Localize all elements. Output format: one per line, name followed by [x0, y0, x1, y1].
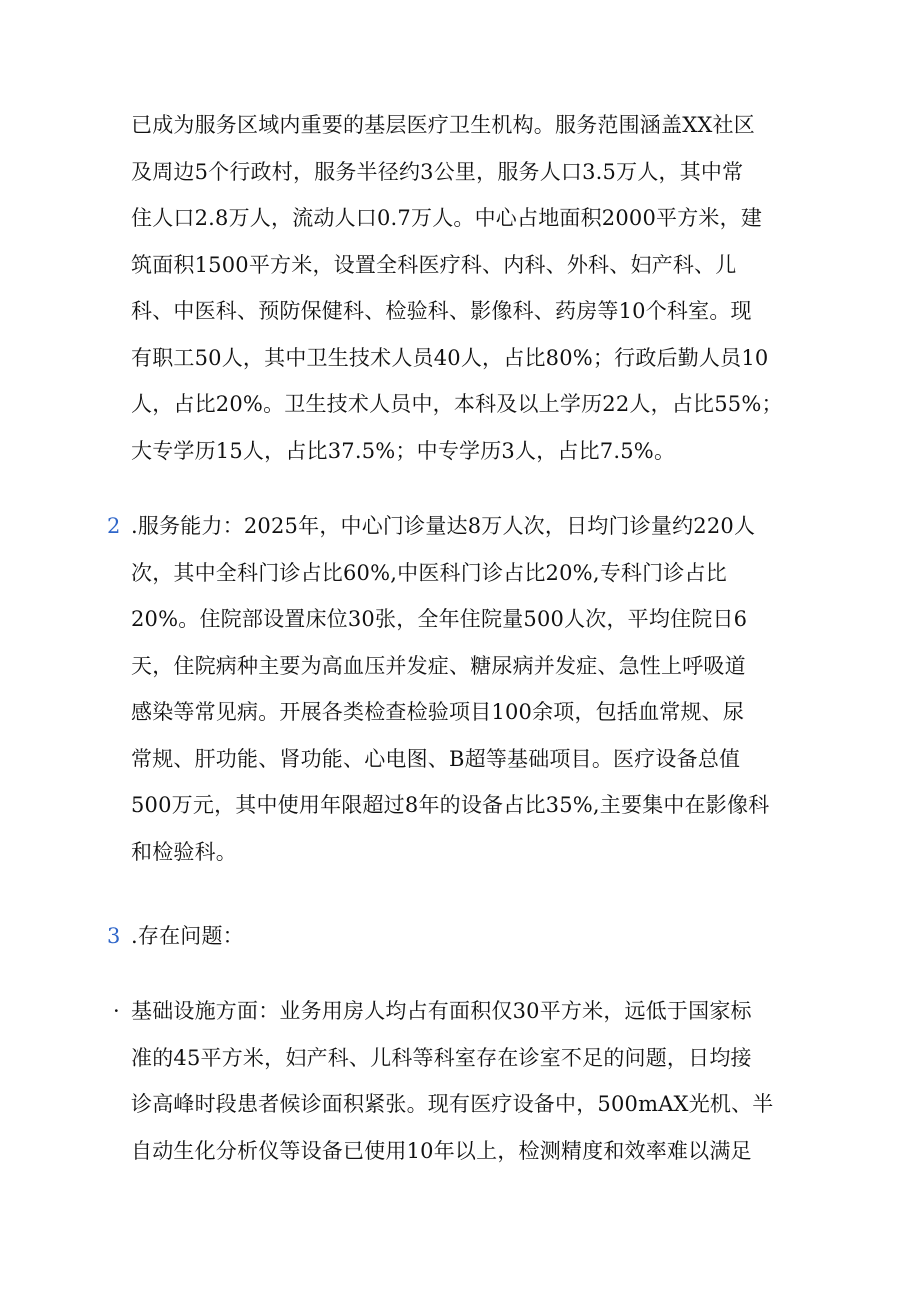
text-line: 20%。住院部设置床位30张，全年住院量500人次，平均住院日6: [131, 607, 748, 631]
text-line: 天，住院病种主要为高血压并发症、糖尿病并发症、急性上呼吸道: [131, 653, 746, 678]
text-line: 已成为服务区域内重要的基层医疗卫生机构。服务范围涵盖XX社区: [131, 113, 755, 137]
text-line: 诊高峰时段患者候诊面积紧张。现有医疗设备中，500mAX光机、半: [131, 1092, 774, 1116]
text-line: 常规、肝功能、肾功能、心电图、B超等基础项目。医疗设备总值: [131, 746, 741, 771]
section-heading: .存在问题：: [131, 924, 244, 948]
text-line: 住人口2.8万人，流动人口0.7万人。中心占地面积2000平方米，建: [131, 206, 763, 230]
section-number: 3: [107, 924, 121, 948]
text-line: 大专学历15人，占比37.5%；中专学历3人，占比7.5%。: [131, 438, 676, 463]
text-line: 科、中医科、预防保健科、检验科、影像科、药房等10个科室。现: [131, 299, 752, 323]
section-existing-problems: [107, 913, 821, 960]
text-line: 自动生化分析仪等设备已使用10年以上，检测精度和效率难以满足: [131, 1138, 752, 1163]
text-line: 有职工50人，其中卫生技术人员40人，占比80%；行政后勤人员10: [131, 345, 769, 370]
text-line: 及周边5个行政村，服务半径约3公里，服务人口3.5万人，其中常: [131, 159, 744, 184]
bullet-infrastructure: [113, 988, 821, 1174]
text-line: 准的45平方米，妇产科、儿科等科室存在诊室不足的问题，日均接: [131, 1045, 752, 1070]
section-number: 2: [107, 514, 121, 538]
text-line: 感染等常见病。开展各类检查检验项目100余项，包括血常规、尿: [131, 700, 745, 724]
text-line: 500万元，其中使用年限超过8年的设备占比35%,主要集中在影像科: [131, 793, 770, 817]
paragraph-intro: [131, 102, 821, 474]
text-line: 和检验科。: [131, 839, 237, 864]
bullet-marker: ·: [113, 999, 120, 1023]
text-line: .服务能力：2025年，中心门诊量达8万人次，日均门诊量约220人: [131, 514, 756, 538]
text-line: 筑面积1500平方米，设置全科医疗科、内科、外科、妇产科、儿: [131, 252, 737, 277]
section-service-capacity: [107, 503, 821, 875]
text-line: 基础设施方面：业务用房人均占有面积仅30平方米，远低于国家标: [131, 999, 752, 1023]
text-line: 次，其中全科门诊占比60%,中医科门诊占比20%,专科门诊占比: [131, 560, 727, 585]
text-line: 人，占比20%。卫生技术人员中，本科及以上学历22人，占比55%；: [131, 392, 783, 416]
